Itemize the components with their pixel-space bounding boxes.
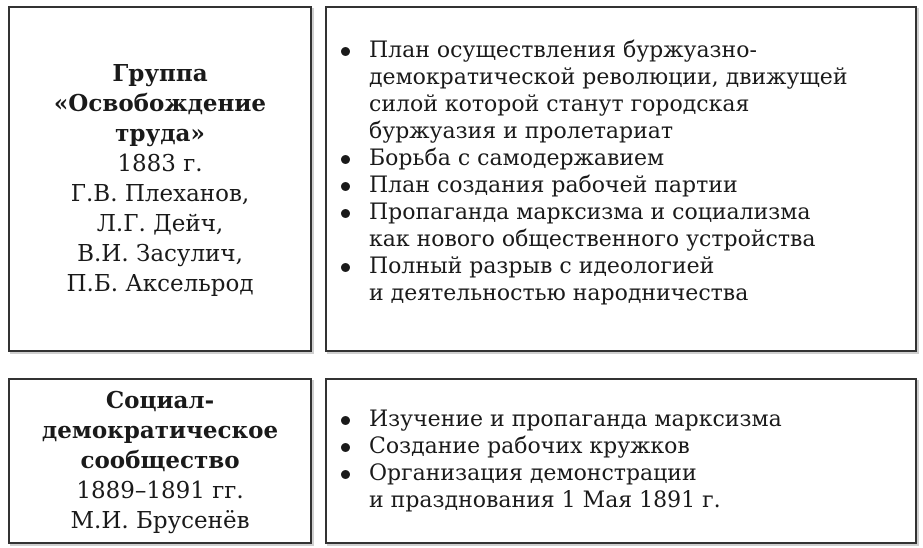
group2-points-list bbox=[337, 406, 909, 514]
group2-name-box bbox=[8, 378, 312, 544]
group1-member: Л.Г. Дейч, bbox=[96, 211, 224, 237]
group2-title-line: Социал- bbox=[105, 387, 215, 414]
list-item-text: Полный разрыв с идеологией и деятельностью народничества bbox=[369, 254, 749, 306]
bullet-icon bbox=[341, 263, 350, 272]
list-item-text: Создание рабочих кружков bbox=[369, 434, 690, 459]
bullet-icon bbox=[341, 470, 350, 479]
list-item-text: План осуществления буржуазно- демократической революции, движущей силой которой станут городская буржуазия и пролетариат bbox=[369, 38, 848, 144]
list-item-text: План создания рабочей партии bbox=[369, 173, 738, 198]
list-item-text: Пропаганда марксизма и социализма как нового общественного устройства bbox=[369, 200, 816, 252]
list-item bbox=[337, 37, 909, 145]
bullet-icon bbox=[341, 443, 350, 452]
group1-year: 1883 г. bbox=[117, 151, 203, 177]
list-item bbox=[337, 172, 909, 199]
group1-member: П.Б. Аксельрод bbox=[66, 271, 254, 297]
list-item bbox=[337, 460, 909, 514]
list-item bbox=[337, 145, 909, 172]
group1-title-line: Группа bbox=[112, 60, 208, 87]
list-item bbox=[337, 406, 909, 433]
list-item bbox=[337, 253, 909, 307]
group1-title-line: труда» bbox=[115, 120, 205, 147]
group2-title-line: демократическое bbox=[41, 417, 279, 444]
list-item-text: Организация демонстрации и празднования 1 Мая 1891 г. bbox=[369, 461, 721, 513]
bullet-icon bbox=[341, 155, 350, 164]
bullet-icon bbox=[341, 47, 350, 56]
group1-title-line: «Освобождение bbox=[53, 90, 267, 117]
list-item-text: Борьба с самодержавием bbox=[369, 146, 665, 171]
bullet-icon bbox=[341, 209, 350, 218]
group1-name-box bbox=[8, 6, 312, 352]
group2-title-line: сообщество bbox=[80, 447, 240, 474]
group2-member: М.И. Брусенёв bbox=[70, 508, 250, 534]
list-item-text: Изучение и пропаганда марксизма bbox=[369, 407, 782, 432]
group1-points-box bbox=[325, 6, 917, 352]
bullet-icon bbox=[341, 182, 350, 191]
list-item bbox=[337, 433, 909, 460]
group1-member: В.И. Засулич, bbox=[77, 241, 243, 267]
group2-year: 1889–1891 гг. bbox=[76, 478, 244, 504]
group1-member: Г.В. Плеханов, bbox=[70, 181, 250, 207]
list-item bbox=[337, 199, 909, 253]
group2-points-box bbox=[325, 378, 917, 544]
bullet-icon bbox=[341, 416, 350, 425]
group1-points-list bbox=[337, 37, 909, 307]
